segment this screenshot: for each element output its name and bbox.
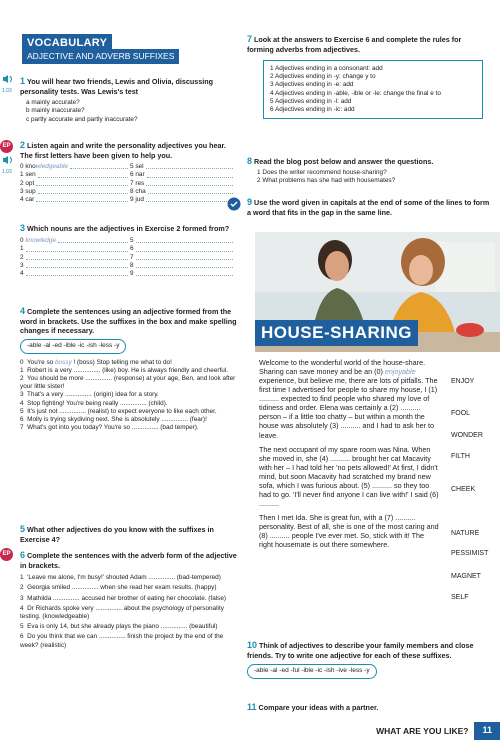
answer-blank[interactable] [136,237,233,243]
sentence-item: 0 You're so bossy ! (boss) Stop telling me what to do! [20,358,172,366]
exercise-1 [20,76,240,124]
item-prefix: res [135,179,145,187]
exercise-instructions: Compare your ideas with a partner. [258,703,379,712]
item-prefix: jud [135,196,144,203]
footer-label: WHAT ARE YOU LIKE? [376,725,469,736]
capital-word: CHEEK [451,486,476,493]
item-number: 2 [20,179,24,187]
item-number: 0 [20,237,24,245]
exercise-instructions: Complete the sentences using an adjective formed from the word in brackets. Use the suffixes in the box and make spelling changes if necessary. [20,307,237,336]
ep-badge: EP [0,548,13,561]
rule-item: 4 Adjectives ending in -able, -ible or -le: change the final e to [270,89,441,97]
option-c: c partly accurate and partly inaccurate? [26,115,138,123]
rule-item: 2 Adjectives ending in -y: change y to [270,73,376,81]
sentence-item: 5 Eva is only 14, but she already plays the piano ............... (beautiful) [20,623,218,631]
exercise-instructions: Think of adjectives to describe your family members and close friends. Try to write one adjective for each of these suffixes. [247,641,474,661]
exercise-number: 8 [247,156,253,166]
left-column [0,0,245,744]
checkmark-icon [227,197,241,214]
exercise-number: 7 [247,34,253,44]
item-prefix: sel [135,163,144,171]
sentence-item: 1 'Leave me alone, I'm busy!' shouted Adam ............... (bad-tempered) [20,574,221,582]
rule-item: 1 Adjectives ending in a consonant: add [270,65,383,72]
item-number: 9 [130,196,134,203]
exercise-5 [20,524,240,544]
exercise-number: 10 [247,640,258,650]
exercise-number: 2 [20,140,26,150]
exercise-instructions: Look at the answers to Exercise 6 and complete the rules for forming adverbs from adjectives. [247,35,462,55]
exercise-11 [247,702,492,713]
audio-icon[interactable] [2,155,14,175]
exercise-number: 11 [247,702,257,712]
item-number: 7 [130,179,134,187]
item-number: 1 [20,171,24,179]
exercise-3 [20,223,240,278]
sentence-item: 3 Mathilda ............... accused her brother of eating her chocolate. (false) [20,594,227,602]
exercise-7 [247,34,487,54]
sentence-item: 4 Stop fighting! You're being really ............... (child). [20,399,168,407]
item-number: 5 [130,237,134,245]
exercise-number: 4 [20,306,26,316]
exercise-10 [247,640,492,679]
capital-word: WONDER [451,432,483,439]
item-prefix: nar [135,171,145,179]
audio-track: 1.03 [2,87,12,94]
item-number: 9 [130,270,134,277]
item-number: 2 [20,253,24,261]
answer-blank[interactable] [26,262,128,268]
right-column [245,0,500,744]
audio-track: 1.03 [2,168,12,175]
item-number: 3 [20,261,24,269]
sentence-item: 5 It's just not ............... (realist) to expect everyone to like each other. [20,407,217,415]
capital-word: PESSIMIST [451,550,489,557]
sentence-item: 3 That's a very ............... (origin) idea for a story. [20,391,159,399]
item-prefix: sup [25,187,36,195]
sentence-item: 6 Molly is trying skydiving next. She is absolutely ............... (fear)! [20,415,207,423]
option-a: a mainly accurate? [26,99,80,107]
item-number: 8 [130,261,134,269]
sentence-item: 2 Georgia smiled ............... when she read her exam results. (happy) [20,584,217,592]
item-prefix: cha [135,187,146,195]
audio-icon[interactable] [2,74,14,94]
suffix-box: -able -al -ed -ful -ible -ic -ish -ive -less -y [247,664,377,678]
page-footer [376,722,500,740]
exercise-number: 1 [20,76,26,86]
section-subtitle: ADJECTIVE AND ADVERB SUFFIXES [22,49,179,64]
capital-word: MAGNET [451,573,481,580]
answer-blank[interactable] [146,196,233,202]
suffix-box: -able -al -ed -ible -ic -ish -less -y [20,339,126,353]
sentence-item: 6 Do you think that we can ............... finish the project by the end of the week? (realistic) [20,633,224,649]
exercise-instructions: What other adjectives do you know with the suffixes in Exercise 4? [20,525,214,545]
answer-blank[interactable] [26,254,128,260]
exercise-2 [20,140,240,204]
item-prefix: kno [25,163,36,171]
question-item: 1 Does the writer recommend house-sharing? [257,169,387,177]
section-title: VOCABULARY [22,34,112,52]
answer-blank[interactable] [136,254,233,260]
exercise-instructions: Listen again and write the personality adjectives you hear. The first letters have been given to help you. [20,141,226,161]
rules-box [263,60,483,119]
item-number: 6 [130,245,134,253]
item-number: 8 [130,187,134,195]
example-answer: enjoyable [384,367,416,377]
item-number: 1 [20,245,24,253]
item-number: 7 [130,253,134,261]
item-prefix: opt [25,179,35,187]
answer-blank[interactable] [136,270,233,276]
item-number: 4 [20,196,24,203]
answer-blank[interactable] [26,245,128,251]
item-number: 5 [130,163,134,171]
exercise-4 [20,306,240,432]
answer-blank[interactable] [38,171,128,177]
item-number: 3 [20,187,24,195]
answer-blank[interactable] [148,188,233,194]
sentence-item: 7 What's got into you today? You're so ............... (bad temper). [20,424,199,432]
capital-word: ENJOY [451,378,475,385]
exercise-instructions: Complete the sentences with the adverb form of the adjective in brackets. [20,551,237,571]
photo-title: HOUSE-SHARING [255,320,418,346]
capital-word: FOOL [451,410,471,417]
exercise-9 [247,197,492,217]
rule-item: 6 Adjectives ending in -ic: add [270,105,355,113]
rule-item: 3 Adjectives ending in -e: add [270,81,354,89]
exercise-number: 5 [20,524,26,534]
exercise-instructions: Use the word given in capitals at the end of some of the lines to form a word that fits in the gap in the same line. [247,198,490,218]
answer-blank[interactable] [146,180,233,186]
answer-blank[interactable] [38,188,128,194]
capital-word: NATURE [451,530,480,537]
item-prefix: sen [25,171,36,179]
sentence-item: 1 Robert is a very ............... (like) boy. He is always friendly and cheerful. [20,366,229,374]
item-number: 0 [20,163,24,171]
example-answer: knowledge [25,237,56,245]
question-item: 2 What problems has she had with housemates? [257,177,396,185]
ep-badge: EP [0,140,13,153]
sentence-item: 4 Dr Richards spoke very ............... about the psychology of personality testing. (knowledgeable) [20,604,224,620]
exercise-instructions: You will hear two friends, Lewis and Olivia, discussing personality tests. Was Lewis's test [20,77,213,97]
item-number: 6 [130,171,134,179]
item-number: 4 [20,270,24,277]
option-b: b mainly inaccurate? [26,107,85,115]
item-prefix: car [25,196,35,203]
sentence-item: 2 You should be more ............... (response) at your age, Ben, and look after your little sister! [20,374,236,391]
answer-blank[interactable] [136,262,233,268]
answer-blank[interactable] [36,196,128,202]
answer-blank[interactable] [26,270,128,276]
rule-item: 5 Adjectives ending in -l: add [270,97,352,105]
exercise-number: 9 [247,197,253,207]
answer-blank[interactable] [147,171,233,177]
exercise-instructions: Which nouns are the adjectives in Exercise 2 formed from? [27,224,230,233]
capital-word: SELF [451,594,469,601]
example-answer: wledgeable [35,163,68,171]
example-answer: bossy [55,358,72,366]
blog-post: Welcome to the wonderful world of the house-share. Sharing can save money and be an (0) enjoyable experience, but believe me, there are lots of pitfalls. The first time I advertised for people to share my house, I (1) .......... expected to find people who shared my love of tidiness and order. Elena was certainly a (2) .......... person – if a little too chatty – but within a month the house was absolutely (3) .......... and I had to ask her to leave. The next occupant of my spare room was Nina. When she moved in, she (4) .......... brought her cat Macavity with her – I had told her 'no pets allowed!' At first, I didn't mind, but soon Macavity had scratched my brand new sofa, which I was furious about. (5) .......... so they too had to go. 'I'll never find anyone I can live with!' I said (6) .......... Then I met Ida. She is great fun, with a (7) .......... personality. Best of all, she is one of the most caring and (8) .......... people I've ever met. So, stick with it! The right housemate is out there somewhere. [259,358,439,550]
capital-word: FILTH [451,453,470,460]
exercise-instructions: Read the blog post below and answer the questions. [254,157,434,166]
exercise-6 [20,550,240,652]
exercise-8 [247,156,492,186]
answer-blank[interactable] [136,245,233,251]
exercise-number: 3 [20,223,26,233]
answer-blank[interactable] [36,180,128,186]
exercise-number: 6 [20,550,26,560]
answer-blank[interactable] [146,163,233,169]
page-number: 11 [474,722,500,740]
